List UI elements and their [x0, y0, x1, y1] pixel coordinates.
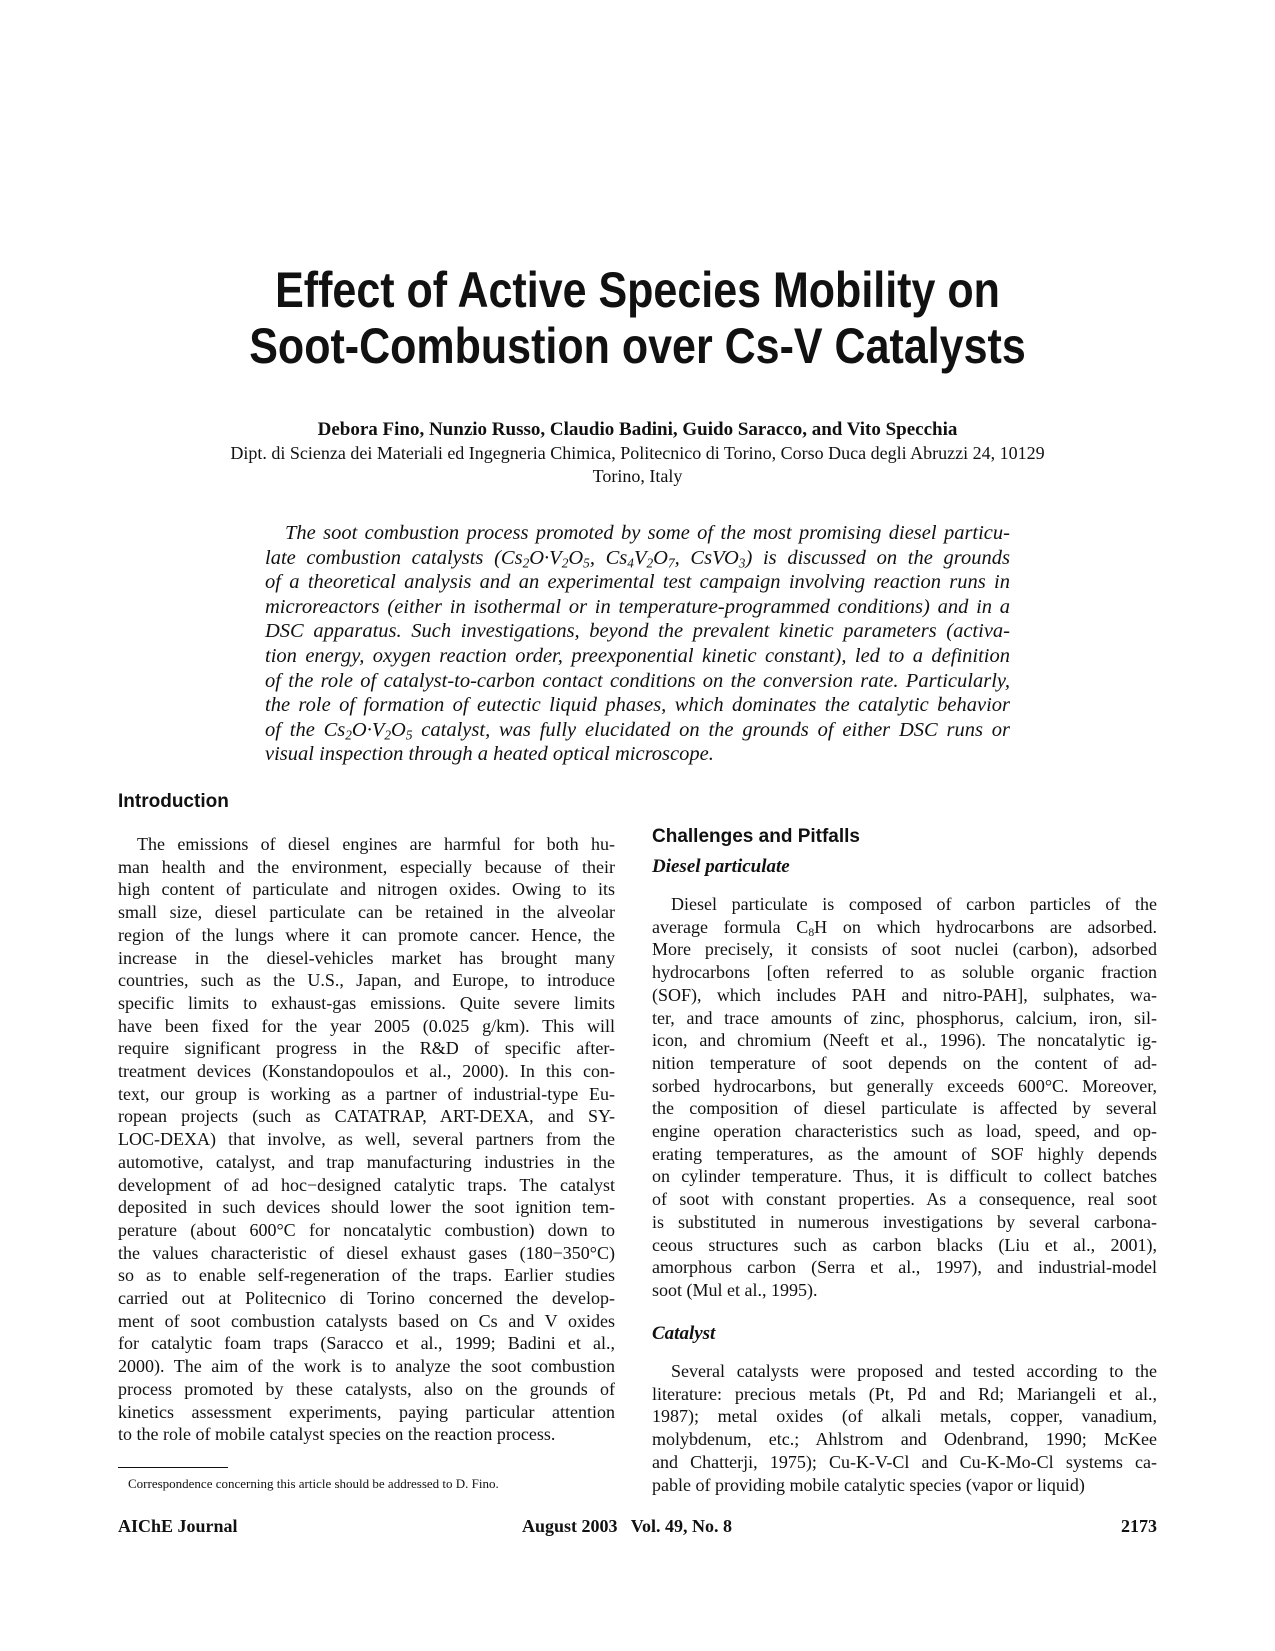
- affiliation: [0, 442, 1275, 488]
- abstract-line: tion energy, oxygen reaction order, preexponential kinetic constant), led to a definition: [265, 644, 1010, 667]
- text-line: soot (Mul et al., 1995).: [652, 1279, 818, 1300]
- text-line: icon, and chromium (Neeft et al., 1996). The noncatalytic ig-: [652, 1030, 1157, 1051]
- text-line: of soot with constant properties. As a consequence, real soot: [652, 1189, 1157, 1210]
- catalyst-heading: Catalyst: [652, 1323, 716, 1344]
- text-line: development of ad hoc−designed catalytic traps. The catalyst: [118, 1174, 615, 1195]
- text-line: average formula $C_8H$ on which hydrocarbons are adsorbed.: [652, 916, 1157, 939]
- abstract-line: The soot combustion process promoted by some of the most promising diesel particu-: [285, 522, 1010, 544]
- text-line: pable of providing mobile catalytic species (vapor or liquid): [652, 1474, 1085, 1495]
- author-list: Debora Fino, Nunzio Russo, Claudio Badini, Guido Saracco, and Vito Specchia: [317, 419, 958, 440]
- footer-journal: AIChE Journal: [118, 1516, 238, 1536]
- title-line-2: Soot-Combustion over Cs-V Catalysts: [249, 318, 1026, 374]
- text-line: carried out at Politecnico di Torino concerned the develop-: [118, 1288, 615, 1309]
- text-line: countries, such as the U.S., Japan, and Europe, to introduce: [118, 970, 615, 991]
- text-line: the values characteristic of diesel exhaust gases (180−350°C): [118, 1242, 615, 1263]
- text-line: the composition of diesel particulate is affected by several: [652, 1098, 1157, 1119]
- text-line: have been fixed for the year 2005 (0.025 g/km). This will: [118, 1015, 615, 1036]
- abstract: [265, 521, 1010, 767]
- catalyst-body: [652, 1360, 1157, 1496]
- text-line: and Chatterji, 1975); Cu-K-V-Cl and Cu-K-Mo-Cl systems ca-: [652, 1451, 1157, 1472]
- text-line: on cylinder temperature. Thus, it is difficult to collect batches: [652, 1166, 1157, 1187]
- affiliation-line-2: Torino, Italy: [592, 466, 683, 486]
- text-line: high content of particulate and nitrogen oxides. Owing to its: [118, 879, 615, 900]
- text-line: (SOF), which includes PAH and nitro-PAH], sulphates, wa-: [652, 984, 1157, 1005]
- abstract-line: of the role of catalyst-to-carbon contact conditions on the conversion rate. Particularly,: [265, 669, 1010, 692]
- text-line: sorbed hydrocarbons, but generally exceeds 600°C. Moreover,: [652, 1075, 1157, 1096]
- text-line: 2000). The aim of the work is to analyze the soot combustion: [118, 1356, 615, 1377]
- abstract-line: of a theoretical analysis and an experimental test campaign involving reaction runs in: [265, 571, 1010, 594]
- footer-issue: August 2003 Vol. 49, No. 8: [522, 1516, 733, 1536]
- text-line: The emissions of diesel engines are harmful for both hu-: [137, 834, 615, 854]
- text-line: LOC-DEXA) that involve, as well, several partners from the: [118, 1129, 615, 1150]
- text-line: amorphous carbon (Serra et al., 1997), and industrial-model: [652, 1257, 1157, 1278]
- text-line: Diesel particulate is composed of carbon particles of the: [671, 894, 1157, 914]
- text-line: ropean projects (such as CATATRAP, ART-DEXA, and SY-: [118, 1106, 615, 1127]
- footnote-rule: [118, 1467, 228, 1468]
- text-line: Several catalysts were proposed and tested according to the: [671, 1361, 1157, 1381]
- text-line: engine operation characteristics such as load, speed, and op-: [652, 1121, 1157, 1142]
- text-line: specific limits to exhaust-gas emissions. Quite severe limits: [118, 992, 615, 1013]
- text-line: increase in the diesel-vehicles market has brought many: [118, 947, 615, 968]
- text-line: More precisely, it consists of soot nuclei (carbon), adsorbed: [652, 939, 1157, 960]
- text-line: literature: precious metals (Pt, Pd and Rd; Mariangeli et al.,: [652, 1383, 1157, 1404]
- title-line-1: Effect of Active Species Mobility on: [275, 262, 1000, 318]
- introduction-body: [118, 833, 615, 1446]
- abstract-line: visual inspection through a heated optical microscope.: [265, 743, 714, 766]
- text-line: man health and the environment, especially because of their: [118, 856, 615, 877]
- text-line: molybdenum, etc.; Ahlstrom and Odenbrand, 1990; McKee: [652, 1429, 1157, 1450]
- abstract-line: the role of formation of eutectic liquid phases, which dominates the catalytic behavior: [265, 694, 1010, 717]
- diesel-particulate-body: [652, 893, 1157, 1302]
- abstract-line: microreactors (either in isothermal or in temperature-programmed conditions) and in a: [265, 595, 1010, 618]
- abstract-line: of the $Cs_2O\cdot V_2O_5$ catalyst, was fully elucidated on the grounds of either DSC runs or: [265, 718, 1010, 743]
- abstract-line: late combustion catalysts ($Cs_2O\cdot V_2O_5$, $Cs_4V_2O_7$, CsVO$_3$) is discussed on the grounds: [265, 546, 1010, 570]
- footer-page-number: 2173: [1121, 1516, 1157, 1536]
- text-line: perature (about 600°C for noncatalytic combustion) down to: [118, 1219, 615, 1240]
- text-line: is substituted in numerous investigations by several carbona-: [652, 1211, 1157, 1232]
- footnote: Correspondence concerning this article should be addressed to D. Fino.: [128, 1476, 499, 1491]
- text-line: so as to enable self-regeneration of the traps. Earlier studies: [118, 1265, 615, 1286]
- text-line: ceous structures such as carbon blacks (Liu et al., 2001),: [652, 1234, 1157, 1255]
- text-line: ter, and trace amounts of zinc, phosphorus, calcium, iron, sil-: [652, 1007, 1157, 1028]
- article-title: [89, 262, 1186, 374]
- text-line: erating temperatures, as the amount of SOF highly depends: [652, 1143, 1157, 1164]
- text-line: text, our group is working as a partner of industrial-type Eu-: [118, 1083, 615, 1104]
- text-line: ment of soot combustion catalysts based on Cs and V oxides: [118, 1310, 615, 1331]
- abstract-line: DSC apparatus. Such investigations, beyond the prevalent kinetic parameters (activa-: [265, 620, 1010, 643]
- text-line: nition temperature of soot depends on the content of ad-: [652, 1052, 1157, 1073]
- text-line: kinetics assessment experiments, paying particular attention: [118, 1401, 615, 1422]
- text-line: require significant progress in the R&D of specific after-: [118, 1038, 615, 1059]
- text-line: hydrocarbons [often referred to as soluble organic fraction: [652, 962, 1157, 983]
- affiliation-line-1: Dipt. di Scienza dei Materiali ed Ingegneria Chimica, Politecnico di Torino, Corso Duca degli Abruzzi 24, 10129: [230, 443, 1045, 463]
- text-line: region of the lungs where it can promote cancer. Hence, the: [118, 924, 615, 945]
- challenges-heading: Challenges and Pitfalls: [652, 826, 860, 847]
- text-line: process promoted by these catalysts, also on the grounds of: [118, 1378, 615, 1399]
- text-line: automotive, catalyst, and trap manufacturing industries in the: [118, 1151, 615, 1172]
- text-line: to the role of mobile catalyst species on the reaction process.: [118, 1424, 556, 1445]
- text-line: small size, diesel particulate can be retained in the alveolar: [118, 902, 615, 923]
- text-line: treatment devices (Konstandopoulos et al., 2000). In this con-: [118, 1061, 615, 1082]
- text-line: deposited in such devices should lower the soot ignition tem-: [118, 1197, 615, 1218]
- diesel-particulate-heading: Diesel particulate: [652, 856, 790, 877]
- text-line: 1987); metal oxides (of alkali metals, copper, vanadium,: [652, 1406, 1157, 1427]
- text-line: for catalytic foam traps (Saracco et al., 1999; Badini et al.,: [118, 1333, 615, 1354]
- introduction-heading: Introduction: [118, 791, 229, 812]
